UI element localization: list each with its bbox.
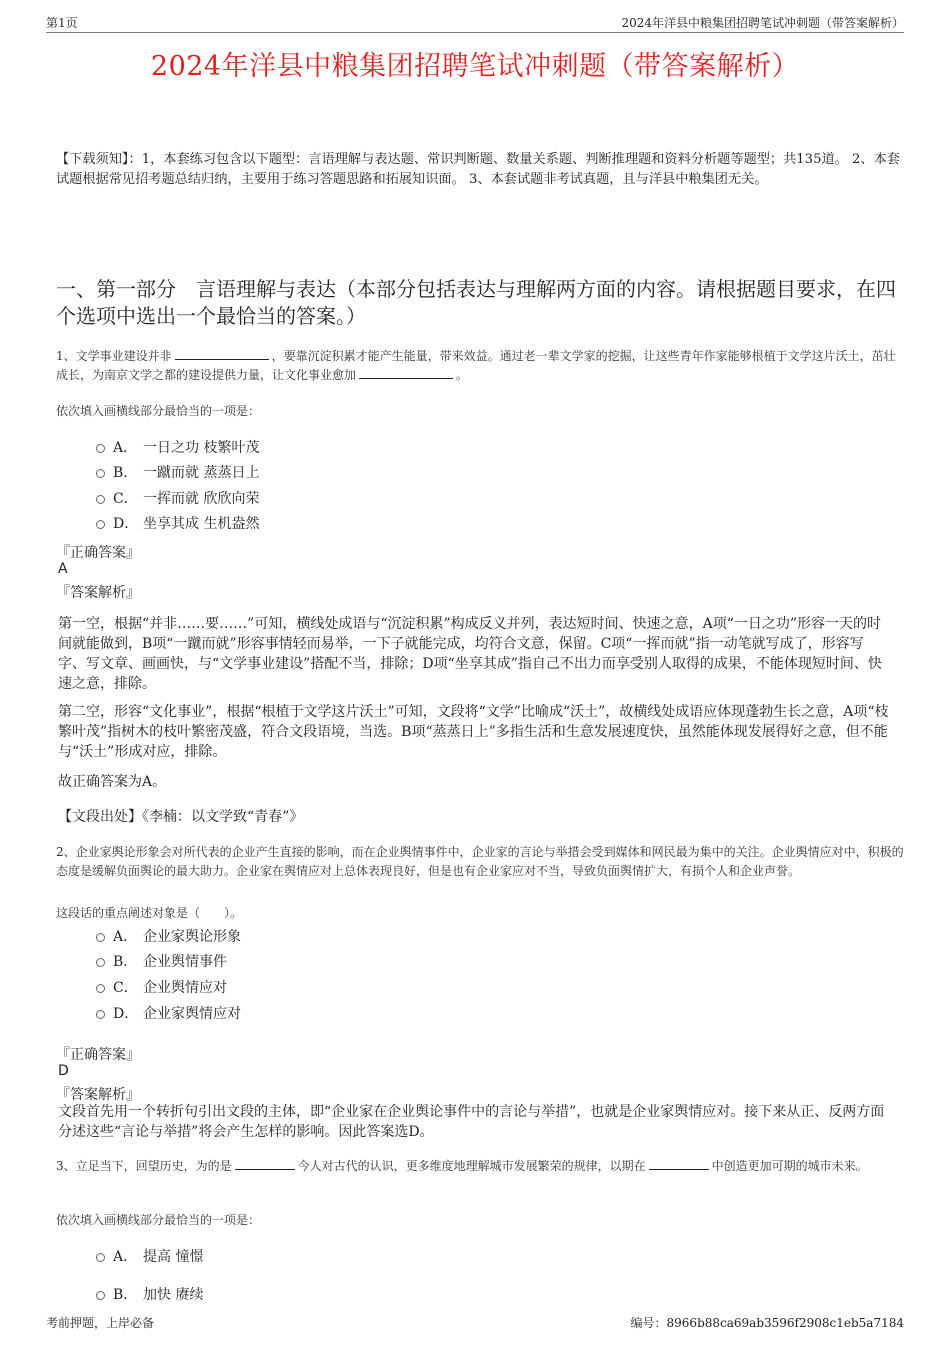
question-1-prompt: 依次填入画横线部分最恰当的一项是： [56, 404, 261, 418]
question-2-analysis-label: 『答案解析』 [56, 1087, 140, 1103]
question-2-option-c[interactable] [96, 977, 227, 997]
question-1-text [56, 347, 906, 385]
option-letter: A． [113, 929, 138, 945]
option-text: 提高 憧憬 [143, 1249, 204, 1265]
section-title: 一、第一部分 言语理解与表达（本部分包括表达与理解两方面的内容。请根据题目要求，在四个选项中选出一个最恰当的答案。） [56, 277, 896, 328]
option-letter: A． [113, 440, 138, 456]
fill-blank [649, 1157, 709, 1170]
option-text: 企业舆情应对 [143, 980, 227, 996]
option-letter: C． [113, 980, 138, 996]
question-1-analysis-p2: 第二空，形容“文化事业”，根据“根植于文学这片沃土”可知，文段将“文学”比喻成“沃土”，故横线处成语应体现蓬勃生长之意，A项“枝繁叶茂”指树木的枝叶繁密茂盛，符合文段语境，当选。B项“蒸蒸日上”多指生活和生意发展速度快，虽然能体现发展得好之意，但不能与“沃土”形成对应，排除。 [58, 704, 889, 760]
option-letter: B． [113, 954, 138, 970]
option-text: 一挥而就 欣欣向荣 [143, 491, 260, 507]
question-3-text-part: 今人对古代的认识，更多维度地理解城市发展繁荣的规律，以期在 [297, 1159, 646, 1173]
question-1-option-a[interactable] [96, 437, 259, 457]
radio-icon[interactable] [96, 1010, 105, 1019]
option-letter: B． [113, 1287, 138, 1303]
question-2-option-d[interactable] [96, 1003, 241, 1023]
footer-slogan: 考前押题，上岸必备 [46, 1316, 155, 1330]
question-2-option-a[interactable] [96, 926, 241, 946]
header-doc-title: 2024年洋县中粮集团招聘笔试冲刺题（带答案解析） [621, 16, 904, 30]
question-2-option-b[interactable] [96, 951, 227, 971]
radio-icon[interactable] [96, 1291, 105, 1300]
question-1-analysis-p1: 第一空，根据“并非……要……”可知，横线处成语与“沉淀积累”构成反义并列，表达短时间、快速之意，A项“一日之功”形容一天的时间就能做到，B项“一蹴而就”形容事情轻而易举，一下子就能完成，均符合文意，保留。C项“一挥而就”指一动笔就写成了，形容写字、写文章、画画快，与“文学事业建设”搭配不当，排除；D项“坐享其成”指自己不出力而享受别人取得的成果，不能体现短时间、快速之意，排除。 [58, 616, 882, 692]
option-text: 企业家舆情应对 [143, 1006, 241, 1022]
question-2-answer-label: 『正确答案』 [56, 1047, 140, 1063]
question-1-answer: A [58, 561, 68, 577]
radio-icon[interactable] [96, 933, 105, 942]
fill-blank [235, 1157, 295, 1170]
download-notice: 【下载须知】：1，本套练习包含以下题型：言语理解与表达题、常识判断题、数量关系题、判断推理题和资料分析题等题型；共135道。 2、本套试题根据常见招考题总结归纳，主要用于练习答题思路和拓展知识面。 3、本套试题非考试真题，且与洋县中粮集团无关。 [56, 152, 900, 187]
radio-icon[interactable] [96, 958, 105, 967]
option-text: 企业舆情事件 [143, 954, 227, 970]
radio-icon[interactable] [96, 1253, 105, 1262]
radio-icon[interactable] [96, 520, 105, 529]
radio-icon[interactable] [96, 495, 105, 504]
question-3-text-part: 3、立足当下，回望历史，为的是 [56, 1159, 232, 1173]
option-text: 坐享其成 生机盎然 [143, 516, 260, 532]
page-title: 2024年洋县中粮集团招聘笔试冲刺题（带答案解析） [150, 51, 800, 82]
question-1-option-c[interactable] [96, 488, 259, 508]
question-1-answer-label: 『正确答案』 [56, 545, 140, 561]
question-1-text-part: 。 [456, 368, 469, 382]
question-1-option-b[interactable] [96, 462, 259, 482]
question-1-text-part: ，要靠沉淀积累才能产生能量，带来效益。通过老一辈文学家的挖掘，让这些青年作家能够根植于文学这片沃土，茁壮成长，为南京文学之都的建设提供力量，让文化事业愈加 [56, 349, 896, 382]
radio-icon[interactable] [96, 984, 105, 993]
header-rule [46, 32, 904, 33]
question-1-text-part: 1、文学事业建设并非 [56, 349, 172, 363]
question-3-option-a[interactable] [96, 1246, 203, 1266]
question-2-analysis: 文段首先用一个转折句引出文段的主体，即“企业家在企业舆论事件中的言论与举措”，也就是企业家舆情应对。接下来从正、反两方面分述这些“言论与举措”将会产生怎样的影响。因此答案选D。 [58, 1104, 885, 1140]
question-3-option-b[interactable] [96, 1284, 203, 1304]
header-page-label: 第1页 [46, 16, 78, 30]
question-1-option-d[interactable] [96, 513, 259, 533]
fill-blank [175, 347, 269, 360]
option-text: 一日之功 枝繁叶茂 [143, 440, 260, 456]
question-2-text: 2、企业家舆论形象会对所代表的企业产生直接的影响，而在企业舆情事件中，企业家的言论与举措会受到媒体和网民最为集中的关注。企业舆情应对中，积极的态度是缓解负面舆论的最大助力。企业家在舆情应对上总体表现良好，但是也有企业家应对不当，导致负面舆情扩大，有损个人和企业声誉。 [56, 845, 904, 878]
question-1-conclusion: 故正确答案为A。 [58, 774, 167, 790]
footer-doc-id: 编号：8966b88ca69ab3596f2908c1eb5a7184 [630, 1316, 904, 1330]
option-text: 加快 赓续 [143, 1287, 204, 1303]
question-1-source: 【文段出处】《李楠：以文学致“青春”》 [58, 809, 304, 825]
radio-icon[interactable] [96, 444, 105, 453]
option-letter: B． [113, 465, 138, 481]
option-letter: D． [113, 516, 139, 532]
question-3-prompt: 依次填入画横线部分最恰当的一项是： [56, 1213, 261, 1227]
option-text: 一蹴而就 蒸蒸日上 [143, 465, 260, 481]
option-letter: A． [113, 1249, 138, 1265]
question-2-answer: D [58, 1063, 69, 1079]
option-letter: C． [113, 491, 138, 507]
question-1-analysis-label: 『答案解析』 [56, 585, 140, 601]
radio-icon[interactable] [96, 469, 105, 478]
option-letter: D． [113, 1006, 139, 1022]
fill-blank [359, 366, 453, 379]
question-3-text-part: 中创造更加可期的城市未来。 [711, 1159, 868, 1173]
question-3-text [56, 1157, 906, 1176]
question-2-prompt: 这段话的重点阐述对象是（ ）。 [56, 906, 243, 920]
option-text: 企业家舆论形象 [143, 929, 241, 945]
